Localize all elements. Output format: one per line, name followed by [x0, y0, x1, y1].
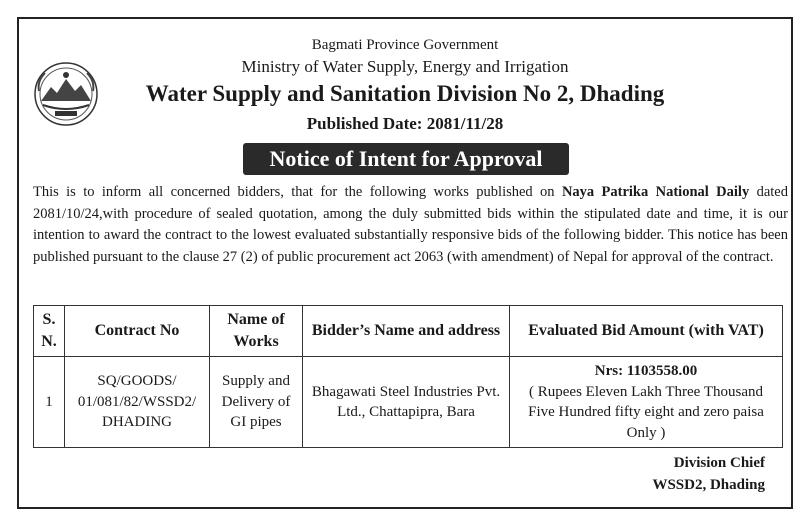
col-sn: S. N. [34, 306, 65, 357]
cell-amount [510, 357, 783, 448]
notice-banner: Notice of Intent for Approval [243, 143, 569, 175]
province-name: Bagmati Province Government [311, 37, 499, 53]
cell-contract-no: SQ/GOODS/ 01/081/82/WSSD2/ DHADING [65, 357, 210, 448]
signatory-title: Division Chief [673, 455, 765, 471]
office-title: Water Supply and Sanitation Division No 2, Dhading [145, 81, 665, 106]
body-intro: This is to inform all concerned bidders, that for the following works published on [33, 184, 562, 200]
col-works: Name of Works [210, 306, 303, 357]
col-amount: Evaluated Bid Amount (with VAT) [510, 306, 783, 357]
published-date: Published Date: 2081/11/28 [306, 114, 504, 133]
cell-bidder: Bhagawati Steel Industries Pvt. Ltd., Chattapipra, Bara [303, 357, 510, 448]
cell-works: Supply and Delivery of GI pipes [210, 357, 303, 448]
ministry-name: Ministry of Water Supply, Energy and Irrigation [241, 57, 569, 76]
award-table [33, 305, 783, 448]
table-row [34, 357, 783, 448]
notice-body [33, 182, 788, 268]
cell-sn: 1 [34, 357, 65, 448]
col-contract-no: Contract No [65, 306, 210, 357]
newspaper-name: Naya Patrika National Daily [561, 184, 750, 200]
amount-figure: Nrs: 1103558.00 [594, 363, 698, 379]
body-rest: dated 2081/10/24,with procedure of sealed quotation, among the duly submitted bids within the stipulated date and time, it is our intention to award the contract to the lowest evaluated substantially responsive bids of the following bidder. This notice has been published pursuant to the clause 27 (2) of public procurement act 2063 (with amendment) of Nepal for approval of the contract. [33, 184, 788, 265]
signatory-office: WSSD2, Dhading [652, 477, 765, 493]
amount-words: ( Rupees Eleven Lakh Three Thousand Five Hundred fifty eight and zero paisa Only ) [528, 383, 764, 441]
notice-frame [17, 17, 793, 509]
table-header-row [34, 306, 783, 357]
col-bidder: Bidder’s Name and address [303, 306, 510, 357]
